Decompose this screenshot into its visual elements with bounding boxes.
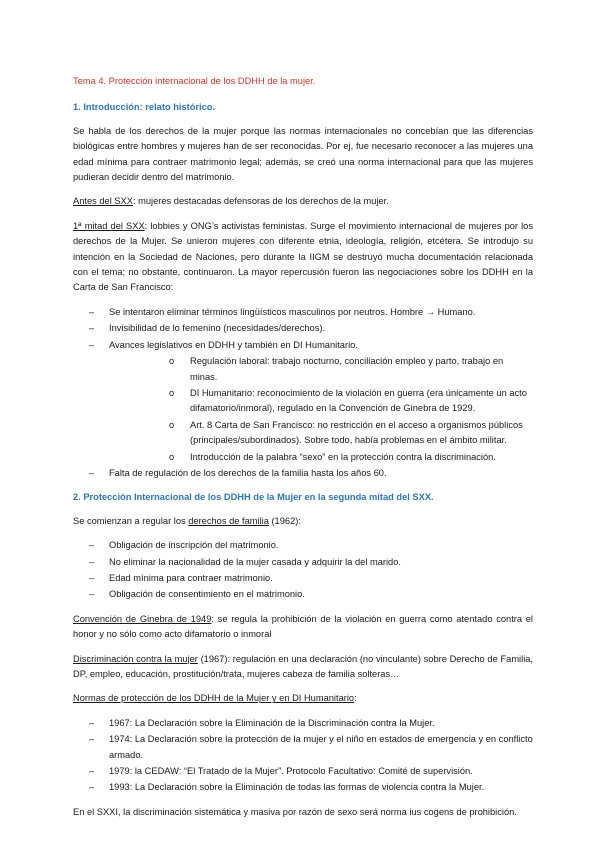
circle-marker: o bbox=[169, 451, 175, 462]
circle-marker: o bbox=[169, 387, 175, 398]
sub-list-item bbox=[109, 386, 533, 417]
list-item bbox=[73, 305, 533, 320]
list-item bbox=[73, 555, 533, 570]
normas-paragraph bbox=[73, 691, 533, 706]
dash-marker: – bbox=[89, 734, 95, 745]
ginebra-label: Convención de Ginebra de 1949 bbox=[73, 613, 212, 624]
list-item-text: Falta de regulación de los derechos de la familia hasta los años 60. bbox=[109, 467, 387, 478]
discrim-label: Discriminación contra la mujer bbox=[73, 653, 198, 664]
sub-item-text: Regulación laboral: trabajo nocturno, conciliación empleo y parto, trabajo en minas. bbox=[190, 356, 504, 382]
list-item-text: 1967: La Declaración sobre la Eliminación de la Discriminación contra la Mujer. bbox=[109, 717, 435, 728]
familia-label: derechos de familia bbox=[188, 515, 269, 526]
dash-marker: – bbox=[89, 323, 95, 334]
list-item-text: Se intentaron eliminar términos lingüísticos masculinos por neutros. Hombre → Humano. bbox=[109, 306, 476, 317]
section-1-heading: 1. Introducción: relato histórico. bbox=[73, 102, 216, 113]
antes-label: Antes del SXX bbox=[73, 196, 133, 207]
list-item-text: 1979: la CEDAW: “El Tratado de la Mujer”. Protocolo Facultativo: Comité de supervisión. bbox=[109, 766, 473, 777]
dash-marker: – bbox=[89, 556, 95, 567]
circle-marker: o bbox=[169, 419, 175, 430]
s1-dash-list bbox=[73, 305, 533, 481]
familia-paragraph bbox=[73, 514, 533, 529]
list-item-text: Invisibilidad de lo femenino (necesidades/derechos). bbox=[109, 323, 326, 334]
normas-list bbox=[73, 716, 533, 796]
list-item-text: Avances legislativos en DDHH y también en DI Humanitario. bbox=[109, 339, 358, 350]
list-item bbox=[73, 338, 533, 465]
ginebra-paragraph bbox=[73, 612, 533, 643]
antes-text: : mujeres destacadas defensoras de los derechos de la mujer. bbox=[132, 196, 389, 207]
list-item bbox=[73, 587, 533, 602]
list-item-text: 1993: La Declaración sobre la Eliminación de todas las formas de violencia contra la Mujer. bbox=[109, 782, 485, 793]
dash-marker: – bbox=[89, 467, 95, 478]
dash-marker: – bbox=[89, 572, 95, 583]
familia-list bbox=[73, 538, 533, 603]
discrim-text: (1967): regulación en una declaración (no vinculante) sobre Derecho de Familia, DP, empleo, educación, prostitución/trata, mujeres cabeza de familia solteras… bbox=[73, 653, 534, 679]
sub-item-text: Art. 8 Carta de San Francisco: no restricción en el acceso a organismos públicos (principales/subordinados). Sobre todo, había problemas en el ámbito militar. bbox=[190, 419, 523, 446]
antes-paragraph bbox=[73, 194, 533, 209]
dash-marker: – bbox=[89, 589, 95, 600]
list-item-text: 1974: La Declaración sobre la protección de la mujer y el niño en estados de emergencia y en conflicto armado. bbox=[109, 734, 533, 760]
section-2-heading: 2. Protección Internacional de los DDHH de la Mujer en la segunda mitad del SXX. bbox=[73, 492, 434, 503]
sub-item-text: Introducción de la palabra “sexo” en la protección contra la discriminación. bbox=[190, 451, 496, 462]
circle-marker: o bbox=[169, 356, 175, 367]
document-title: Tema 4. Protección internacional de los DDHH de la mujer. bbox=[73, 76, 316, 86]
list-item-text: No eliminar la nacionalidad de la mujer casada y adquirir la del marido. bbox=[109, 556, 401, 567]
familia-pre: Se comienzan a regular los bbox=[73, 515, 189, 526]
document-page bbox=[73, 74, 533, 829]
dash-marker: – bbox=[89, 339, 95, 350]
dash-marker: – bbox=[89, 766, 95, 777]
dash-marker: – bbox=[89, 540, 95, 551]
list-item bbox=[73, 780, 533, 795]
dash-marker: – bbox=[89, 717, 95, 728]
intro-paragraph: Se habla de los derechos de la mujer porque las normas internacionales no concebían que las diferencias biológicas entre hombres y mujeres han de ser reconocidas. Por ej, fue necesario reconocer a las mujeres una edad mínima para contraer matrimonio legal; además, se creó una norma internacional para que las mujeres pudieran decidir dentro del matrimonio. bbox=[73, 125, 533, 183]
list-item bbox=[73, 764, 533, 779]
list-item bbox=[73, 538, 533, 553]
list-item-text: Obligación de inscripción del matrimonio. bbox=[109, 540, 279, 551]
list-item bbox=[73, 732, 533, 763]
sub-list-item bbox=[109, 450, 533, 465]
familia-post: (1962): bbox=[268, 515, 301, 526]
s1-sub-list bbox=[109, 354, 533, 465]
list-item-text: Obligación de consentimiento en el matrimonio. bbox=[109, 589, 305, 600]
sub-list-item bbox=[109, 354, 533, 385]
mitad-text: : lobbies y ONG’s activistas feministas. Surge el movimiento internacional de mujeres por los derechos de la Mujer. Se unieron mujeres con diferente etnia, ideología, religión, etcétera. Se introdujo su intención en la Sociedad de Naciones, pero durante la IIGM se destruyó mucha documentación relacionada con el tema; no obstante, continuaron. La mayor repercusión fueron las negociaciones sobre los DDHH en la Carta de San Francisco: bbox=[73, 220, 534, 293]
closing-paragraph: En el SXXI, la discriminación sistemática y masiva por razón de sexo será norma ius cogens de prohibición. bbox=[73, 806, 517, 817]
list-item bbox=[73, 466, 533, 481]
dash-marker: – bbox=[89, 306, 95, 317]
ginebra-text: : se regula la prohibición de la violación en guerra como atentado contra el honor y no sólo como acto difamatorio o inmoral bbox=[73, 613, 533, 640]
sub-list-item bbox=[109, 418, 533, 449]
normas-colon: : bbox=[354, 693, 357, 704]
discrim-paragraph bbox=[73, 652, 533, 683]
normas-label: Normas de protección de los DDHH de la Mujer y en DI Humanitario bbox=[73, 693, 355, 704]
sub-item-text: DI Humanitario: reconocimiento de la violación en guerra (era únicamente un acto difamatorio/inmoral), regulado en la Convención de Ginebra de 1929. bbox=[190, 387, 527, 414]
list-item bbox=[73, 321, 533, 336]
list-item bbox=[73, 716, 533, 731]
mitad-label: 1ª mitad del SXX bbox=[73, 220, 145, 231]
list-item-text: Edad mínima para contraer matrimonio. bbox=[109, 572, 273, 583]
mitad-paragraph bbox=[73, 219, 533, 296]
dash-marker: – bbox=[89, 782, 95, 793]
list-item bbox=[73, 571, 533, 586]
